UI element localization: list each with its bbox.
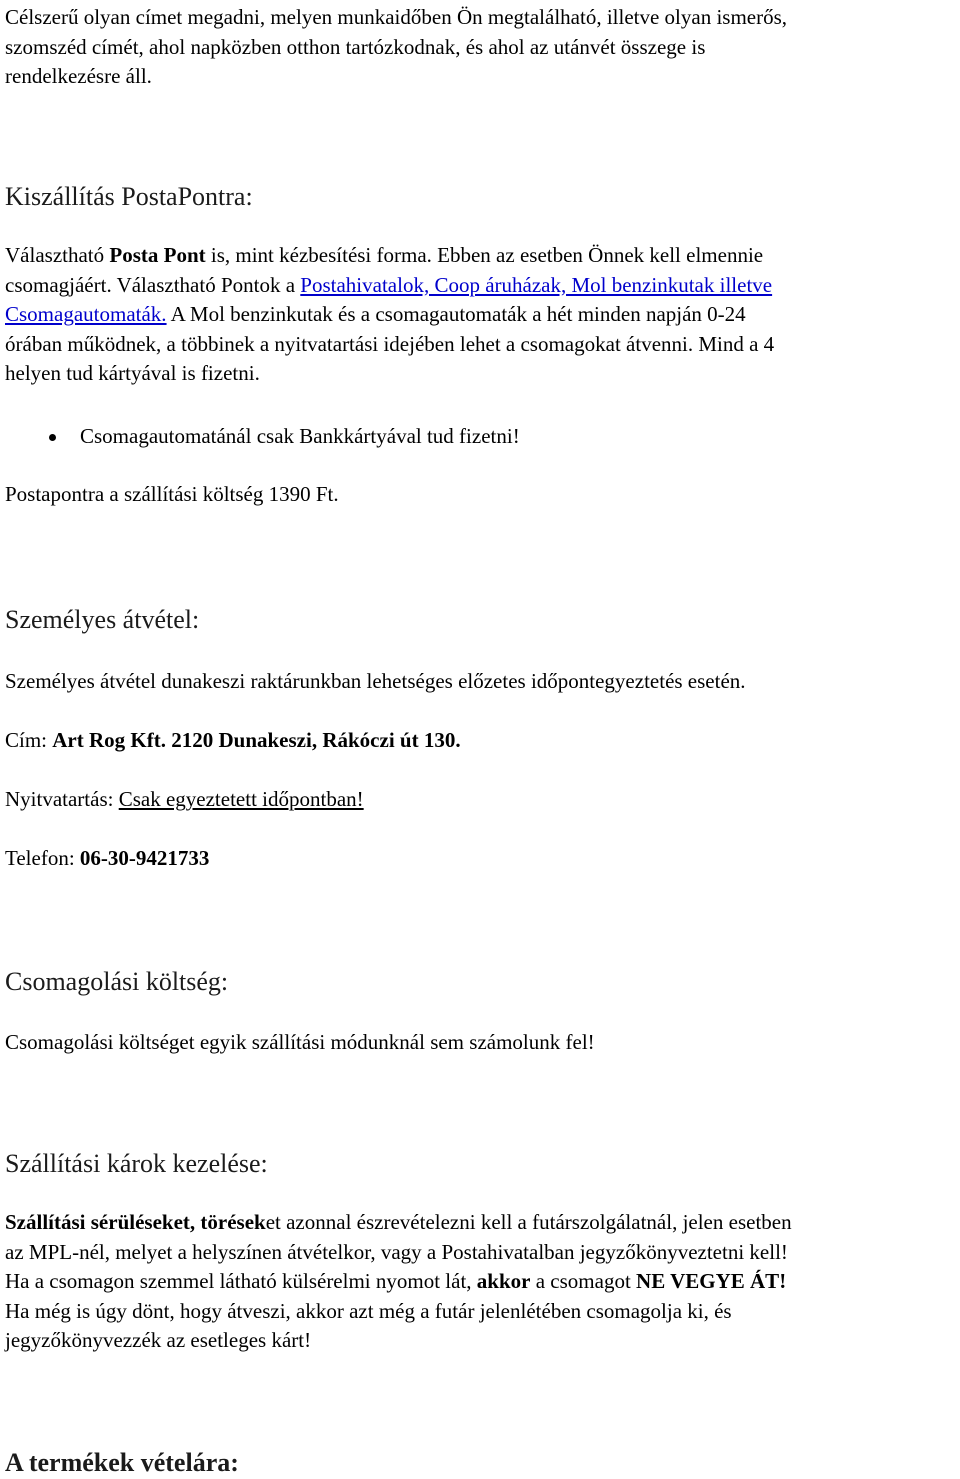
heading-personal: Személyes átvétel: [5, 605, 200, 634]
postapont-locations-link[interactable]: Postahivatalok, Coop áruházak, Mol benzinkutak illetve [300, 272, 773, 297]
damage-bold: akkor [476, 1269, 531, 1293]
damage-paragraph [5, 1208, 960, 1356]
damage-text: et azonnal észrevételezni kell a futárszolgálatnál, jelen esetben [265, 1210, 792, 1234]
intro-paragraph [5, 3, 960, 92]
postapont-line-1 [5, 241, 960, 271]
intro-line-3: rendelkezésre áll. [5, 64, 152, 88]
address-label: Cím: [5, 728, 53, 752]
postapont-line-3 [5, 300, 960, 330]
hours-value: Csak egyeztetett időpontban! [118, 787, 364, 811]
bullet-text: Csomagautomatánál csak Bankkártyával tud fizetni! [80, 424, 520, 448]
personal-phone [5, 844, 960, 874]
personal-address [5, 726, 960, 756]
phone-value: 06-30-9421733 [79, 846, 210, 870]
damage-line-4: Ha még is úgy dönt, hogy átveszi, akkor azt még a futár jelenlétében csomagolja ki, és [5, 1298, 732, 1323]
heading-price: A termékek vételára: [5, 1448, 239, 1477]
postapont-cost: Postapontra a szállítási költség 1390 Ft. [5, 482, 339, 506]
damage-line-5: jegyzőkönyvezzék az esetleges kárt! [5, 1328, 312, 1352]
damage-line-1 [5, 1208, 960, 1238]
postapont-text: A Mol benzinkutak és a csomagautomaták a hét minden napján 0-24 [166, 302, 746, 326]
damage-line-3 [5, 1267, 960, 1297]
postapont-text: Választható [5, 243, 110, 267]
personal-hours [5, 785, 960, 815]
postapont-line-4: órában működnek, a többinek a nyitvatartási idejében lehet a csomagokat átvenni. Mind a 4 [5, 331, 775, 356]
address-value: Art Rog Kft. 2120 Dunakeszi, Rákóczi út 130. [52, 728, 461, 752]
damage-warning: NE VEGYE ÁT! [636, 1269, 787, 1293]
postapont-line-5: helyen tud kártyával is fizetni. [5, 361, 260, 385]
hours-label: Nyitvatartás: [5, 787, 119, 811]
damage-line-2: az MPL-nél, melyet a helyszínen átvételkor, vagy a Postahivatalban jegyzőkönyveztetni kell! [5, 1239, 788, 1264]
postapont-line-2 [5, 271, 960, 301]
postapont-paragraph [5, 241, 960, 389]
phone-label: Telefon: [5, 846, 80, 870]
posta-pont-bold: Posta Pont [109, 243, 206, 267]
intro-line-1: Célszerű olyan címet megadni, melyen munkaidőben Ön megtalálható, illetve olyan ismerős, [5, 5, 788, 29]
damage-text: a csomagot [530, 1269, 637, 1293]
heading-packaging: Csomagolási költség: [5, 967, 229, 996]
personal-text: Személyes átvétel dunakeszi raktárunkban lehetséges előzetes időpontegyeztetés esetén. [5, 669, 746, 693]
intro-line-2: szomszéd címét, ahol napközben otthon tartózkodnak, és ahol az utánvét összege is [5, 34, 706, 59]
postapont-text: is, mint kézbesítési forma. Ebben az esetben Önnek kell elmennie [205, 243, 764, 267]
csomagautomatak-link[interactable]: Csomagautomaták. [5, 302, 167, 326]
damage-bold: Szállítási sérüléseket, törések [5, 1210, 266, 1234]
heading-postapont: Kiszállítás PostaPontra: [5, 182, 253, 211]
heading-damage: Szállítási károk kezelése: [5, 1149, 268, 1178]
damage-text: Ha a csomagon szemmel látható külsérelmi nyomot lát, [5, 1269, 477, 1293]
bullet-icon [49, 434, 56, 441]
postapont-text: csomagjáért. Választható Pontok a [5, 272, 301, 297]
packaging-text: Csomagolási költséget egyik szállítási módunknál sem számolunk fel! [5, 1030, 595, 1054]
